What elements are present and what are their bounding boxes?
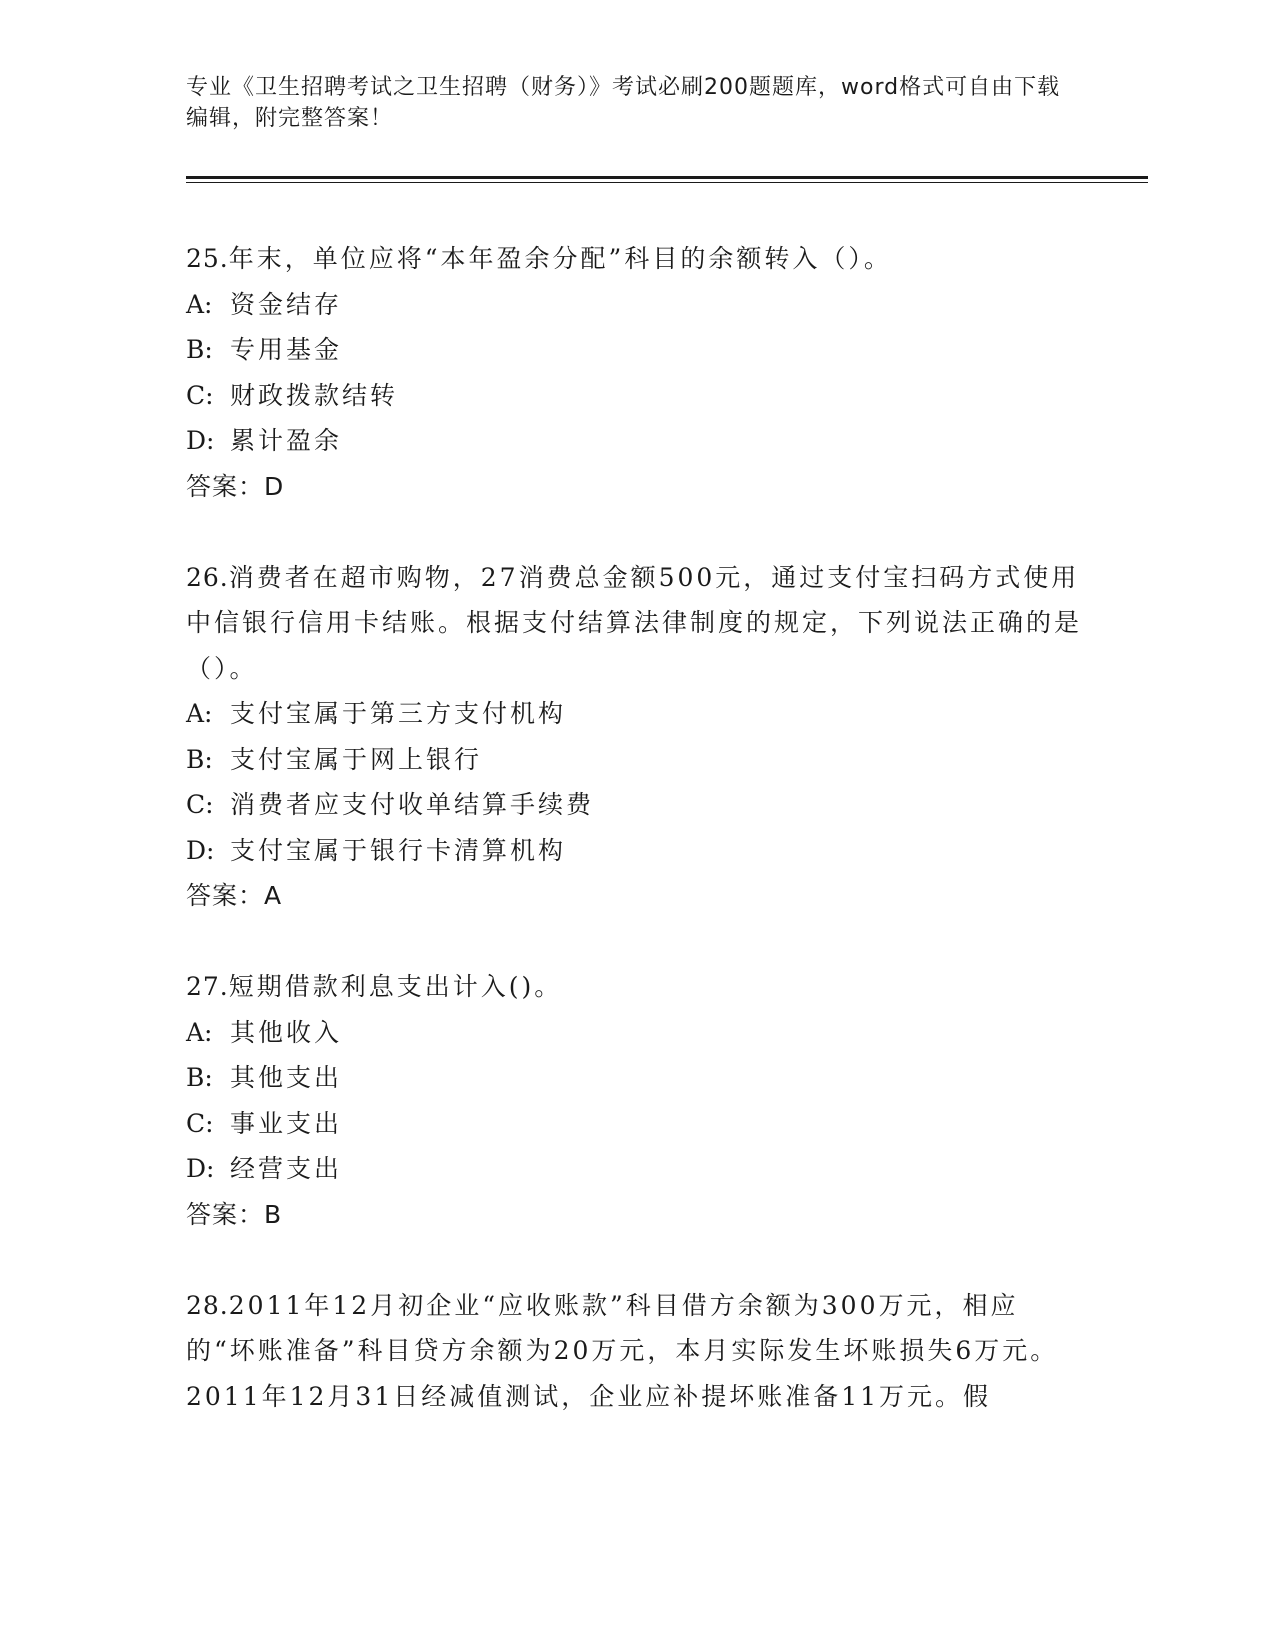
- question-stem: 短期借款利息支出计入()。: [228, 972, 563, 1001]
- header-rule-thick: [186, 176, 1148, 179]
- question-28: [186, 1283, 1086, 1420]
- option-b: [186, 737, 1086, 783]
- option-text: 支付宝属于银行卡清算机构: [230, 835, 567, 865]
- option-letter: C:: [186, 380, 214, 410]
- question-26: [186, 555, 1086, 919]
- answer-label: 答案：: [186, 471, 265, 501]
- option-letter: C:: [186, 1108, 214, 1138]
- option-d: [186, 1146, 1086, 1192]
- option-c: [186, 373, 1086, 419]
- question-text: [186, 236, 1086, 282]
- option-letter: D:: [186, 835, 215, 865]
- question-stem: 消费者在超市购物，27消费总金额500元，通过支付宝扫码方式使用中信银行信用卡结账。根据支付结算法律制度的规定，下列说法正确的是（）。: [186, 562, 1083, 683]
- document-header-intro: 专业《卫生招聘考试之卫生招聘（财务）》考试必刷200题题库，word格式可自由下载编辑，附完整答案！: [186, 75, 1061, 131]
- option-letter: D:: [186, 426, 215, 455]
- option-letter: B:: [186, 744, 213, 774]
- option-text: 其他收入: [230, 1017, 343, 1047]
- answer-line: [186, 464, 1086, 510]
- question-stem: 年末，单位应将“本年盈余分配”科目的余额转入（）。: [228, 244, 892, 273]
- option-text: 支付宝属于第三方支付机构: [230, 699, 567, 728]
- option-a: [186, 691, 1086, 737]
- question-number: 26.: [186, 562, 229, 592]
- option-letter: A:: [186, 289, 213, 319]
- option-letter: A:: [186, 1017, 213, 1047]
- question-27: [186, 964, 1086, 1237]
- answer-value: B: [264, 1199, 283, 1229]
- option-c: [186, 782, 1086, 828]
- option-letter: D:: [186, 1154, 215, 1183]
- question-text: [186, 964, 1086, 1010]
- option-letter: C:: [186, 790, 214, 819]
- option-letter: A:: [186, 699, 213, 728]
- answer-label: 答案：: [186, 881, 265, 910]
- question-25: [186, 236, 1086, 509]
- question-number: 27.: [186, 972, 229, 1001]
- question-text: [186, 1283, 1086, 1420]
- question-text: [186, 555, 1086, 692]
- option-text: 财政拨款结转: [230, 380, 399, 410]
- option-c: [186, 1101, 1086, 1147]
- option-a: [186, 1010, 1086, 1056]
- question-list: [186, 236, 1086, 1465]
- option-b: [186, 1055, 1086, 1101]
- option-text: 支付宝属于网上银行: [230, 744, 483, 774]
- option-text: 消费者应支付收单结算手续费: [230, 790, 595, 819]
- answer-value: A: [264, 881, 283, 910]
- header-rule-thin: [186, 182, 1148, 183]
- answer-line: [186, 873, 1086, 919]
- option-text: 资金结存: [230, 289, 343, 319]
- option-text: 专用基金: [230, 335, 343, 364]
- option-text: 事业支出: [230, 1108, 343, 1138]
- option-d: [186, 828, 1086, 874]
- question-stem: 2011年12月初企业“应收账款”科目借方余额为300万元，相应的“坏账准备”科目贷方余额为20万元，本月实际发生坏账损失6万元。2011年12月31日经减值测试，企业应补提坏账准备11万元。假: [186, 1290, 1059, 1411]
- question-number: 25.: [186, 244, 229, 273]
- answer-label: 答案：: [186, 1199, 265, 1229]
- option-text: 累计盈余: [230, 426, 343, 455]
- option-letter: B:: [186, 1063, 213, 1092]
- option-b: [186, 327, 1086, 373]
- answer-value: D: [264, 471, 285, 501]
- option-a: [186, 282, 1086, 328]
- option-d: [186, 418, 1086, 464]
- question-number: 28.: [186, 1290, 229, 1320]
- option-letter: B:: [186, 335, 213, 364]
- answer-line: [186, 1192, 1086, 1238]
- option-text: 其他支出: [230, 1063, 343, 1092]
- option-text: 经营支出: [230, 1154, 343, 1183]
